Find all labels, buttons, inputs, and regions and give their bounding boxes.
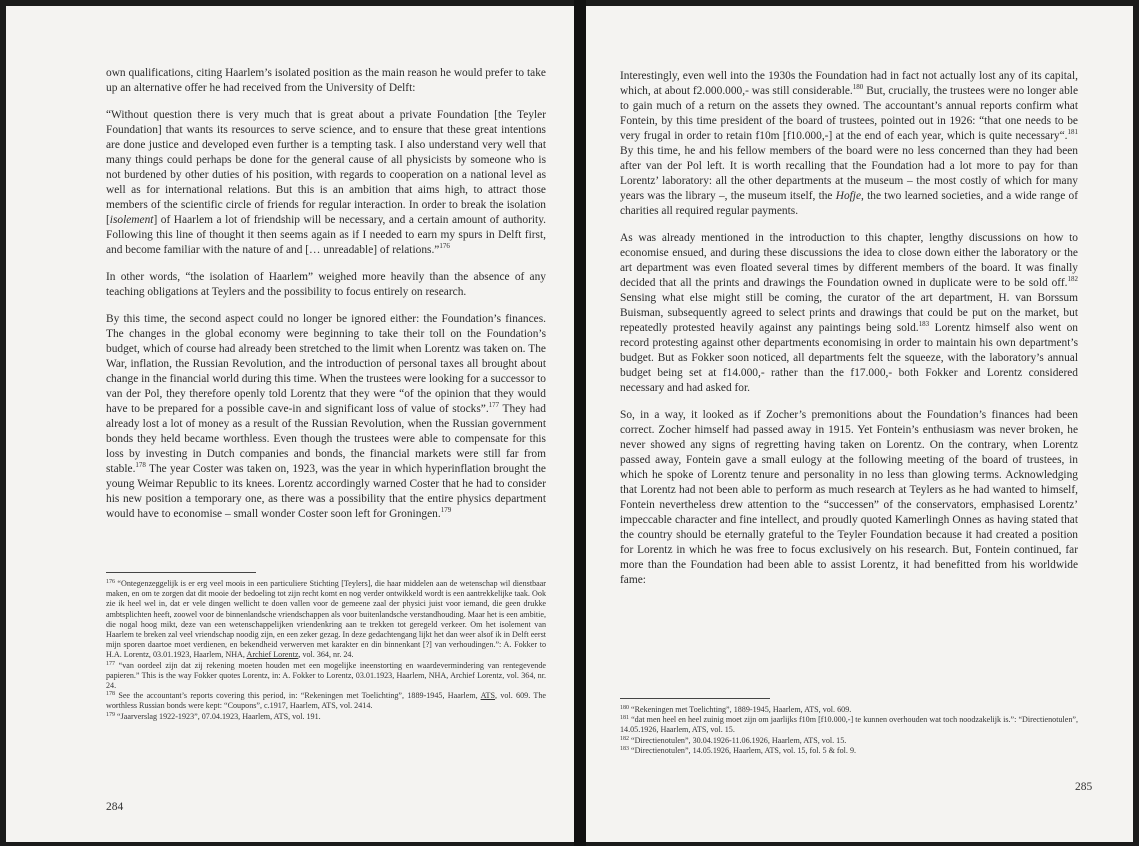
right-footnote-182: $^{182}$ “Directienotulen”, 30.04.1926-11.06.1926, Haarlem, ATS, vol. 15. xyxy=(620,735,847,745)
right-footnote-183: $^{183}$ “Directienotulen”, 14.05.1926, Haarlem, ATS, vol. 15, fol. 5 & fol. 9. xyxy=(620,745,857,755)
footnote-rule xyxy=(106,572,256,573)
left-paragraph-2 xyxy=(106,108,546,258)
footnote-rule xyxy=(620,698,770,699)
footnote-number: 179 xyxy=(106,711,115,718)
left-footnote-176: $^{176}$ “Ontegenzeggelijk is er erg veel moois in een particuliere Stichting [Teylers], die haar middelen aan de wetenschap wil dienstbaar maken, en om te zorgen dat dit mooie der bedoeling tot zijn recht komt en nog verder ontwikkeld wordt is een aantrekkelijke taak. Ook zie ik heel wel in, dat er vele dingen wellicht te doen vallen voor de gemeene zaal der physici juist voor iemand, die geen drukke ambtsplichten heeft, zoowel voor de binnenlandsche vriendschappen als voor buitenlandsche verstandhouding. Maar het is een ambitie, die nogal hoog mikt, deze van een wetenschappelijken vriendenkring aan te trekken tot geregeld verkeer. Om het isolement van Haarlem te breken zal veel vriendschap noodig zijn, en een zeker gezag. In deze gedachtengang lijkt het dan weer alsof ik in Delft eerst mijn sporen daartoe moet verdienen, en bekendheid verwerven met karakter en din binnenkant [?] van verhoudingen.”: A. Fokker to H.A. Lorentz, 03.01.1923, Haarlem, NHA, Archief Lorentz, vol. 364, nr. 24. xyxy=(106,579,546,660)
right-page xyxy=(586,6,1133,842)
text-run: Lorentz himself also went on record protesting against other departments economising in order to maintain his own department’s budget. But as Fokker soon noticed, all departments felt the squeeze, with the laboratory’s annual budget being set at f14.000,- rather than the f17.000,- both Fokker and Lorentz considered necessary and had asked for. xyxy=(620,322,1078,394)
text-run: “Without question there is very much that is great about a private Foundation [the Teyler Foundation] that wants its resources to serve science, and to ensure that these great intentions are done justice and developed even further is a tempting task. I also understand very well that many things could perhaps be done for the general cause of all physicists by someone who is not burdened by other duties of his position, with regards to cooperation on a national level as well as for international relations. But this is an ambition that aims high, to attract those members of the scientific circle of friends for regular interaction. In order to break the isolation [ xyxy=(106,109,546,226)
right-footnotes xyxy=(620,698,1078,756)
text-run: As was already mentioned in the introduction to this chapter, lengthy discussions on how to economise ensued, and during these discussions the idea to close down either the laboratory or the art department was even floated several times by different members of the board. It was finally decided that all the prints and drawings the Foundation owned in duplicate were to be sold off. xyxy=(620,232,1078,289)
text-run: Interestingly, even well into the 1930s the Foundation had in fact not actually lost any of its capital, which, at about f2.000.000,- was still considerable. xyxy=(620,70,1078,97)
page-number-right: 285 xyxy=(1075,781,1093,793)
right-footnote-180: $^{180}$ “Rekeningen met Toelichting”, 1889-1945, Haarlem, ATS, vol. 609. xyxy=(620,705,852,714)
text-run: They had already lost a lot of money as a result of the Russian Revolution, when the Russian government bonds they held became worthless. Even though the trustees were able to compensate for this loss by investing in Dutch companies and bonds, the financial markets were still far from stable. xyxy=(106,403,546,475)
footnote-number: 183 xyxy=(620,745,629,752)
footnote-number: 177 xyxy=(106,660,115,667)
underlined-text: ATS xyxy=(480,691,495,701)
right-paragraph-3 xyxy=(620,408,1078,588)
right-body-text xyxy=(620,69,1078,600)
left-footnote-178: $^{178}$ See the accountant’s reports covering this period, in: “Rekeningen met Toelichting”, 1889-1945, Haarlem, ATS, vol. 609. The worthless Russian bonds were kept: “Coupons”, c.1917, Haarlem, ATS, vol. 2414. xyxy=(106,691,546,711)
footnote-ref: 183 xyxy=(918,320,930,328)
text-run: In other words, “the isolation of Haarlem” weighed more heavily than the absence of any teaching obligations at Teylers and the possibility to focus entirely on research. xyxy=(106,271,546,298)
footnote-number: 178 xyxy=(106,691,115,698)
book-gutter xyxy=(574,0,586,846)
italic-text: isolement xyxy=(109,214,154,226)
left-body-text xyxy=(106,66,546,534)
left-paragraph-3 xyxy=(106,270,546,300)
text-run: , the two learned societies, and a wide range of charities all required regular payments. xyxy=(620,190,1078,217)
left-footnotes xyxy=(106,572,546,722)
footnote-ref: 181 xyxy=(1067,128,1078,136)
text-run: The year Coster was taken on, 1923, was the year in which hyperinflation brought the young Weimar Republic to its knees. Lorentz accordingly warned Coster that he had to consider his new position a temporary one, as there was a possibility that the entire physics department would have to economise – small wonder Coster soon left for Groningen. xyxy=(106,463,546,520)
footnote-number: 182 xyxy=(620,735,629,742)
left-page xyxy=(6,6,574,842)
right-footnote-181: $^{181}$ “dat men heel en heel zuinig moet zijn om jaarlijks f10m [f10.000,-] te kunnen overhouden wat toch noodzakelijk is.”: “Directienotulen”, 14.05.1926, Haarlem, ATS, vol. 15. xyxy=(620,715,1078,735)
left-paragraph-1 xyxy=(106,66,546,96)
footnote-ref: 182 xyxy=(1067,275,1078,283)
text-run: But, crucially, the trustees were no longer able to gain much of a return on the assets they owned. The accountant’s annual reports confirm what Fontein, by this time president of the board of trustees, pointed out in 1926: “that one needs to be very frugal in order to retain f10m [f10.000,-] at the end of each year, which is quite necessary“. xyxy=(620,85,1079,142)
footnote-ref: 180 xyxy=(852,83,864,91)
left-footnote-177: $^{177}$ “van oordeel zijn dat zij rekening moeten houden met een mogelijke ineenstorting en waardevermindering van rentegevende papieren.” This is the way Fokker quotes Lorentz, in: A. Fokker to Lorentz, 03.01.1923, Haarlem, NHA, Archief Lorentz, vol. 364, nr. 24. xyxy=(106,660,546,691)
text-run: By this time, he and his fellow members of the board were no less concerned than they had been after van der Pol left. It is worth recalling that the Foundation had a lot more to pay for than Lorentz’ laboratory: all the other departments at the museum – the most costly of which for many years was the library –, the museum itself, the xyxy=(620,145,1078,202)
text-run: Sensing what else might still be coming, the curator of the art department, H. van Borssum Buisman, subsequently agreed to select prints and drawings that could be put on the market, but repeatedly protested heavily against any paintings being sold. xyxy=(620,292,1078,334)
right-paragraph-1 xyxy=(620,69,1078,219)
italic-text: Hofje xyxy=(835,190,862,202)
footnote-ref: 177 xyxy=(488,401,500,409)
underlined-text: Archief Lorentz xyxy=(246,650,299,660)
footnote-number: 176 xyxy=(106,579,115,585)
text-run: own qualifications, citing Haarlem’s isolated position as the main reason he would prefer to take up an alternative offer he had received from the University of Delft: xyxy=(106,67,546,94)
left-paragraph-4 xyxy=(106,312,546,522)
footnote-ref: 178 xyxy=(135,461,146,469)
footnote-ref: 179 xyxy=(440,506,452,514)
text-run: By this time, the second aspect could no longer be ignored either: the Foundation’s finances. The changes in the global economy were beginning to take their toll on the Foundation’s budget, which of course had already been stretched to the limit when Lorentz was taken on. The War, inflation, the Russian Revolution, and the introduction of personal taxes all brought about change in the financial world during this time. When the trustees were looking for a successor to van der Pol, they therefore openly told Lorentz that they were “of the opinion that they would have to be prepared for a possible cave-in and significant loss of value of stocks”. xyxy=(106,313,546,415)
right-paragraph-2 xyxy=(620,231,1078,396)
left-footnote-179: $^{179}$ “Jaarverslag 1922-1923”, 07.04.1923, Haarlem, ATS, vol. 191. xyxy=(106,711,321,721)
text-run: ] of Haarlem a lot of friendship will be necessary, and a certain amount of authority. Following this line of thought it then seems again as if I needed to earn my spurs in Delft first, and become familiar with the nature of and [… unreadable] of relations.” xyxy=(106,214,546,256)
page-number-left: 284 xyxy=(106,801,124,813)
footnote-number: 180 xyxy=(620,705,629,711)
footnote-number: 181 xyxy=(620,715,629,722)
footnote-ref: 176 xyxy=(439,242,450,250)
text-run: So, in a way, it looked as if Zocher’s premonitions about the Foundation’s finances had been correct. Zocher himself had passed away in 1915. Yet Fontein’s enthusiasm was never broken, he never showed any signs of regretting having taken on Lorentz. On the contrary, when Lorentz passed away, Fontein gave a small eulogy at the following meeting of the board of trustees, in which he spoke of Lorentz tenure and personality in no less than glowing terms. Acknowledging that Lorentz had not been able to perform as much research at Teylers as he had wanted to himself, Fontein nevertheless drew attention to the “successen” of the conservators, emphasised Lorentz’ impeccable character and fine intellect, and proudly quoted Kamerlingh Onnes as having stated that the country should be eternally grateful to the Teyler Foundation because it had created a position for Lorentz in which he was free to focus exclusively on his research. But, Fontein continued, far more than the Foundation had been able to assist Lorentz, it had benefitted from his worldwide fame: xyxy=(620,409,1078,586)
